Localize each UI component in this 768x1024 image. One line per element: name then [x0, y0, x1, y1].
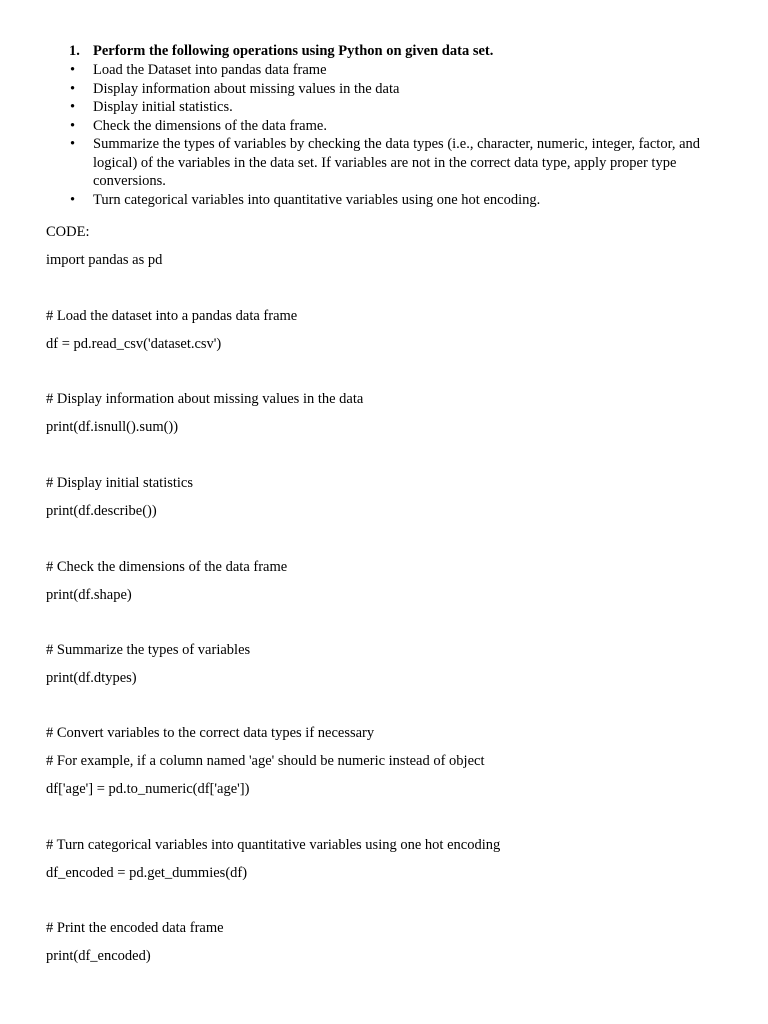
bullet-item	[0, 61, 768, 80]
code-line: df = pd.read_csv('dataset.csv')	[46, 336, 222, 352]
bullet-icon: •	[70, 80, 76, 97]
bullet-item	[0, 98, 768, 117]
task-list	[0, 42, 768, 209]
bullet-item	[0, 191, 768, 210]
code-line: print(df.dtypes)	[46, 670, 137, 686]
bullet-text: Summarize the types of variables by checking the data types (i.e., character, numeric, integer, factor, and logical) of the variables in the data set. If variables are not in the correct data type, apply proper type conversions.	[93, 136, 701, 189]
code-comment: # Convert variables to the correct data types if necessary	[46, 725, 375, 741]
code-line: print(df_encoded)	[46, 948, 151, 964]
code-comment: # Summarize the types of variables	[46, 642, 251, 658]
code-line: df['age'] = pd.to_numeric(df['age'])	[46, 781, 250, 797]
bullet-icon: •	[70, 136, 76, 152]
bullet-icon: •	[70, 62, 76, 78]
task-number: 1.	[69, 43, 80, 59]
code-comment: # For example, if a column named 'age' should be numeric instead of object	[46, 753, 485, 769]
bullet-icon: •	[70, 191, 76, 208]
code-line: df_encoded = pd.get_dummies(df)	[46, 865, 248, 881]
bullet-item	[0, 117, 768, 136]
code-comment: # Load the dataset into a pandas data frame	[46, 308, 298, 324]
code-label: CODE:	[46, 224, 90, 240]
bullet-item	[0, 135, 768, 191]
code-line: print(df.describe())	[46, 503, 157, 519]
code-line: print(df.shape)	[46, 587, 132, 603]
bullet-text: Display information about missing values in the data	[93, 80, 400, 97]
bullet-text: Display initial statistics.	[93, 99, 233, 115]
code-comment: # Display initial statistics	[46, 475, 194, 491]
bullet-icon: •	[70, 117, 76, 134]
bullet-item	[0, 80, 768, 99]
bullet-text: Check the dimensions of the data frame.	[93, 117, 327, 134]
task-heading-text: Perform the following operations using Python on given data set.	[93, 43, 494, 59]
code-comment: # Turn categorical variables into quantitative variables using one hot encoding	[46, 837, 501, 853]
code-comment: # Display information about missing values in the data	[46, 391, 364, 407]
bullet-text: Turn categorical variables into quantitative variables using one hot encoding.	[93, 191, 541, 208]
code-comment: # Check the dimensions of the data frame	[46, 559, 288, 575]
code-comment: # Print the encoded data frame	[46, 920, 224, 936]
code-line: print(df.isnull().sum())	[46, 419, 179, 435]
code-line: import pandas as pd	[46, 252, 163, 268]
bullet-text: Load the Dataset into pandas data frame	[93, 62, 327, 78]
bullet-icon: •	[70, 99, 76, 115]
task-heading	[0, 42, 768, 61]
